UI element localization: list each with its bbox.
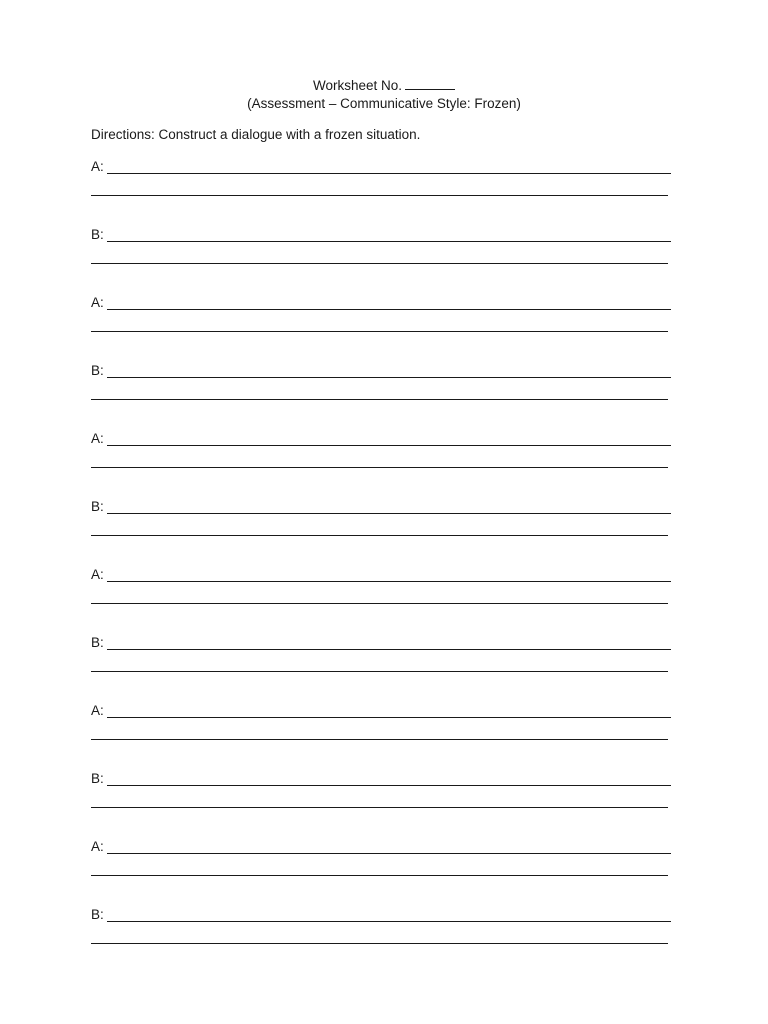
speaker-label: A: <box>91 567 104 582</box>
dialogue-turn <box>91 158 671 226</box>
answer-line[interactable] <box>107 567 671 582</box>
turn-first-line <box>91 770 671 788</box>
speaker-label: A: <box>91 431 104 446</box>
turn-first-line <box>91 566 671 584</box>
answer-line[interactable] <box>107 771 671 786</box>
speaker-label: B: <box>91 635 104 650</box>
answer-line[interactable] <box>107 703 671 718</box>
dialogue-turn <box>91 430 671 498</box>
worksheet-number-blank[interactable] <box>405 77 455 90</box>
speaker-label: B: <box>91 363 104 378</box>
worksheet-header <box>0 77 768 113</box>
turn-first-line <box>91 498 671 516</box>
answer-line-continuation[interactable] <box>91 331 668 332</box>
turn-first-line <box>91 906 671 924</box>
answer-line-continuation[interactable] <box>91 467 668 468</box>
dialogue-turn <box>91 498 671 566</box>
turn-first-line <box>91 226 671 244</box>
speaker-label: A: <box>91 839 104 854</box>
turn-first-line <box>91 430 671 448</box>
answer-line[interactable] <box>107 499 671 514</box>
answer-line[interactable] <box>107 159 671 174</box>
speaker-label: B: <box>91 499 104 514</box>
answer-line[interactable] <box>107 363 671 378</box>
answer-line-continuation[interactable] <box>91 263 668 264</box>
answer-line[interactable] <box>107 839 671 854</box>
answer-line[interactable] <box>107 431 671 446</box>
turn-first-line <box>91 362 671 380</box>
speaker-label: A: <box>91 295 104 310</box>
dialogue-turn <box>91 566 671 634</box>
answer-line-continuation[interactable] <box>91 671 668 672</box>
answer-line-continuation[interactable] <box>91 603 668 604</box>
answer-line-continuation[interactable] <box>91 875 668 876</box>
worksheet-subtitle: (Assessment – Communicative Style: Frozen) <box>247 96 521 111</box>
speaker-label: B: <box>91 771 104 786</box>
answer-line[interactable] <box>107 295 671 310</box>
dialogue-turn <box>91 294 671 362</box>
answer-line[interactable] <box>107 635 671 650</box>
turn-first-line <box>91 634 671 652</box>
turn-first-line <box>91 158 671 176</box>
directions-text: Directions: Construct a dialogue with a frozen situation. <box>91 127 421 142</box>
dialogue-turn <box>91 702 671 770</box>
speaker-label: B: <box>91 907 104 922</box>
dialogue-turn <box>91 362 671 430</box>
turn-first-line <box>91 838 671 856</box>
dialogue-section <box>91 158 671 974</box>
worksheet-title: Worksheet No. <box>312 78 403 93</box>
dialogue-turn <box>91 838 671 906</box>
dialogue-turn <box>91 906 671 974</box>
dialogue-turn <box>91 634 671 702</box>
speaker-label: A: <box>91 703 104 718</box>
answer-line[interactable] <box>107 907 671 922</box>
speaker-label: A: <box>91 159 104 174</box>
answer-line-continuation[interactable] <box>91 943 668 944</box>
answer-line-continuation[interactable] <box>91 195 668 196</box>
answer-line-continuation[interactable] <box>91 535 668 536</box>
turn-first-line <box>91 294 671 312</box>
answer-line-continuation[interactable] <box>91 399 668 400</box>
title-line <box>0 77 768 95</box>
answer-line-continuation[interactable] <box>91 807 668 808</box>
dialogue-turn <box>91 770 671 838</box>
answer-line-continuation[interactable] <box>91 739 668 740</box>
turn-first-line <box>91 702 671 720</box>
dialogue-turn <box>91 226 671 294</box>
answer-line[interactable] <box>107 227 671 242</box>
speaker-label: B: <box>91 227 104 242</box>
